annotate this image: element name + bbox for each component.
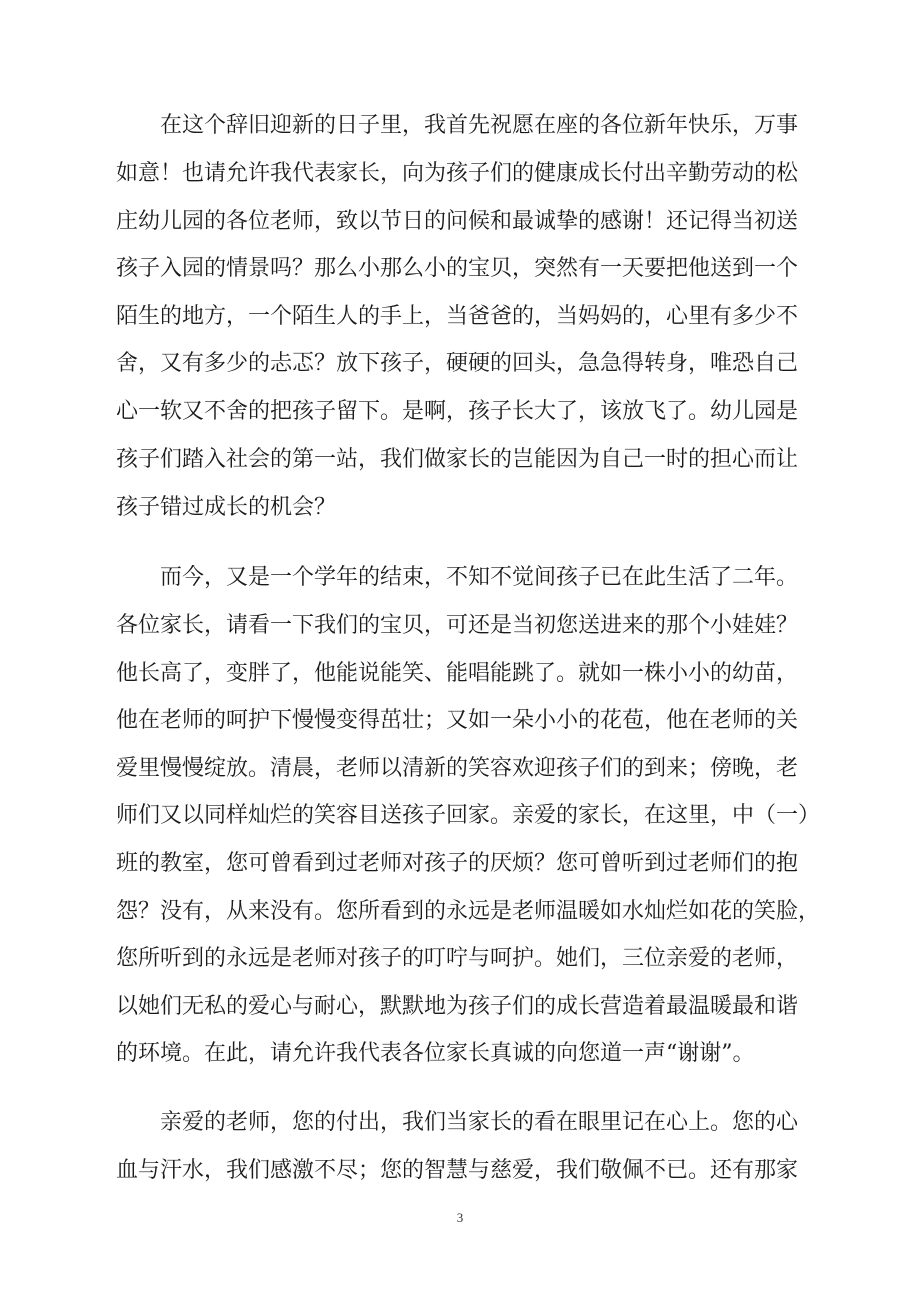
- line-7: 心一软又不舍的把孩子留下。是啊，孩子长大了，该放飞了。幼儿园是: [116, 399, 799, 424]
- line-12: 他长高了，变胖了，他能说能笑、能唱能跳了。就如一株小小的幼苗，: [116, 661, 799, 686]
- line-13: 他在老师的呵护下慢慢变得茁壮；又如一朵小小的花苞，他在老师的关: [116, 708, 799, 733]
- line-20: 的环境。在此，请允许我代表各位家长真诚的向您道一声“谢谢”。: [116, 1041, 755, 1066]
- line-4: 孩子入园的情景吗？那么小那么小的宝贝，突然有一天要把他送到一个: [116, 256, 799, 281]
- line-16: 班的教室，您可曾看到过老师对孩子的厌烦？您可曾听到过老师们的抱: [116, 851, 799, 876]
- line-2: 如意！也请允许我代表家长，向为孩子们的健康成长付出辛勤劳动的松: [116, 161, 799, 186]
- line-17: 怨？没有，从来没有。您所看到的永远是老师温暖如水灿烂如花的笑脸，: [116, 899, 821, 924]
- page-number: 3: [456, 1210, 464, 1225]
- line-3: 庄幼儿园的各位老师，致以节日的问候和最诚挚的感谢！还记得当初送: [116, 209, 799, 234]
- line-6: 舍，又有多少的忐忑？放下孩子，硬硬的回头，急急得转身，唯恐自己: [116, 351, 799, 376]
- line-19: 以她们无私的爱心与耐心，默默地为孩子们的成长营造着最温暖最和谐: [116, 994, 799, 1019]
- line-1: 在这个辞旧迎新的日子里，我首先祝愿在座的各位新年快乐，万事: [160, 113, 799, 138]
- line-18: 您所听到的永远是老师对孩子的叮咛与呵护。她们，三位亲爱的老师，: [116, 946, 799, 971]
- line-8: 孩子们踏入社会的第一站，我们做家长的岂能因为自己一时的担心而让: [116, 447, 799, 472]
- line-22: 血与汗水，我们感激不尽；您的智慧与慈爱，我们敬佩不已。还有那家: [116, 1158, 799, 1183]
- line-14: 爱里慢慢绽放。清晨，老师以清新的笑容欢迎孩子们的到来；傍晚，老: [116, 756, 799, 781]
- line-21: 亲爱的老师，您的付出，我们当家长的看在眼里记在心上。您的心: [160, 1110, 799, 1135]
- line-5: 陌生的地方，一个陌生人的手上，当爸爸的，当妈妈的，心里有多少不: [116, 304, 799, 329]
- line-11: 各位家长，请看一下我们的宝贝，可还是当初您送进来的那个小娃娃？: [116, 613, 799, 638]
- line-9: 孩子错过成长的机会？: [116, 495, 337, 520]
- line-10: 而今，又是一个学年的结束，不知不觉间孩子已在此生活了二年。: [160, 565, 799, 590]
- line-15: 师们又以同样灿烂的笑容目送孩子回家。亲爱的家长，在这里，中（一）: [116, 803, 821, 828]
